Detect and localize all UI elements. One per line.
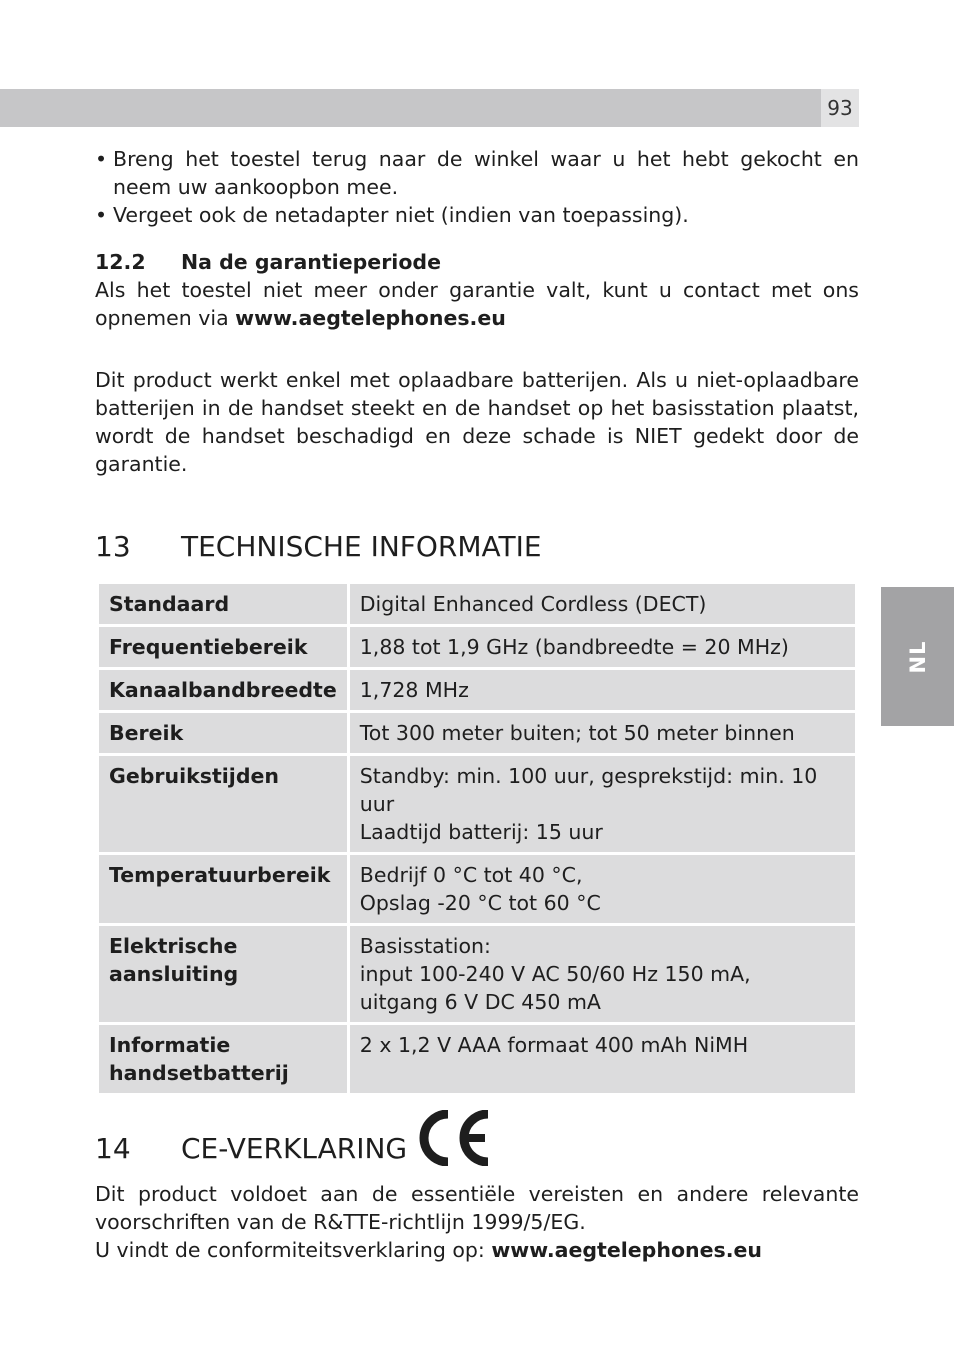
conformity-line (95, 1236, 859, 1264)
table-row (99, 713, 855, 753)
spec-label: Frequentiebereik (99, 627, 347, 667)
text-span: Als het toestel niet meer onder garantie valt, kunt u contact met ons opnemen via (95, 278, 859, 330)
section-number: 12.2 (95, 250, 146, 274)
section-number: 14 (95, 1132, 131, 1165)
section-title: CE-VERKLARING (181, 1132, 408, 1165)
section-12-2-heading (95, 248, 859, 276)
spec-value: Digital Enhanced Cordless (DECT) (350, 584, 855, 624)
table-row (99, 627, 855, 667)
bullet-item: • Breng het toestel terug naar de winkel waar u het hebt gekocht en neem uw aankoopbon mee. (95, 145, 859, 201)
spec-value: 2 x 1,2 V AAA formaat 400 mAh NiMH (350, 1025, 855, 1093)
section-14-text: Dit product voldoet aan de essentiële vereisten en andere relevante voorschriften van de R&TTE-richtlijn 1999/5/EG. (95, 1182, 859, 1234)
section-number: 13 (95, 530, 131, 563)
language-tab-label: NL (905, 640, 930, 673)
spec-table (96, 581, 858, 1096)
intro-bullets (95, 145, 859, 229)
bullet-item: • Vergeet ook de netadapter niet (indien van toepassing). (95, 201, 859, 229)
spec-value: Standby: min. 100 uur, gesprekstijd: min. 10 uur Laadtijd batterij: 15 uur (350, 756, 855, 852)
battery-note-text: Dit product werkt enkel met oplaadbare batterijen. Als u niet-oplaadbare batterijen in de handset steekt en de handset op het basisstation plaatst, wordt de handset beschadigd en deze schade is NIET gedekt door de garantie. (95, 368, 859, 476)
spec-value: Bedrijf 0 °C tot 40 °C, Opslag -20 °C tot 60 °C (350, 855, 855, 923)
section-title: Na de garantieperiode (181, 250, 441, 274)
spec-label: Standaard (99, 584, 347, 624)
spec-label: Bereik (99, 713, 347, 753)
spec-label: Gebruikstijden (99, 756, 347, 852)
table-row (99, 670, 855, 710)
section-14-body (95, 1180, 859, 1264)
spec-label: Temperatuurbereik (99, 855, 347, 923)
spec-label: Elektrische aansluiting (99, 926, 347, 1022)
section-title: TECHNISCHE INFORMATIE (181, 530, 542, 563)
spec-value: Tot 300 meter buiten; tot 50 meter binnen (350, 713, 855, 753)
table-row (99, 756, 855, 852)
spec-value: 1,88 tot 1,9 GHz (bandbreedte = 20 MHz) (350, 627, 855, 667)
section-13-heading (95, 530, 859, 564)
spec-label: Informatie handsetbatterij (99, 1025, 347, 1093)
website-link[interactable]: www.aegtelephones.eu (235, 306, 506, 330)
language-tab (881, 587, 954, 726)
header-bar (0, 89, 821, 127)
website-link[interactable]: www.aegtelephones.eu (491, 1238, 763, 1262)
table-row (99, 584, 855, 624)
page-number: 93 (821, 89, 859, 127)
table-row (99, 926, 855, 1022)
spec-label: Kanaalbandbreedte (99, 670, 347, 710)
spec-value: 1,728 MHz (350, 670, 855, 710)
table-row (99, 855, 855, 923)
section-12-2-text (95, 276, 859, 332)
text-span: U vindt de conformiteitsverklaring op: (95, 1238, 492, 1262)
battery-note (95, 366, 859, 478)
table-row (99, 1025, 855, 1093)
spec-value: Basisstation: input 100-240 V AC 50/60 Hz 150 mA, uitgang 6 V DC 450 mA (350, 926, 855, 1022)
ce-mark-icon (415, 1110, 493, 1166)
section-12-2 (95, 248, 859, 332)
section-14-heading (95, 1110, 859, 1166)
